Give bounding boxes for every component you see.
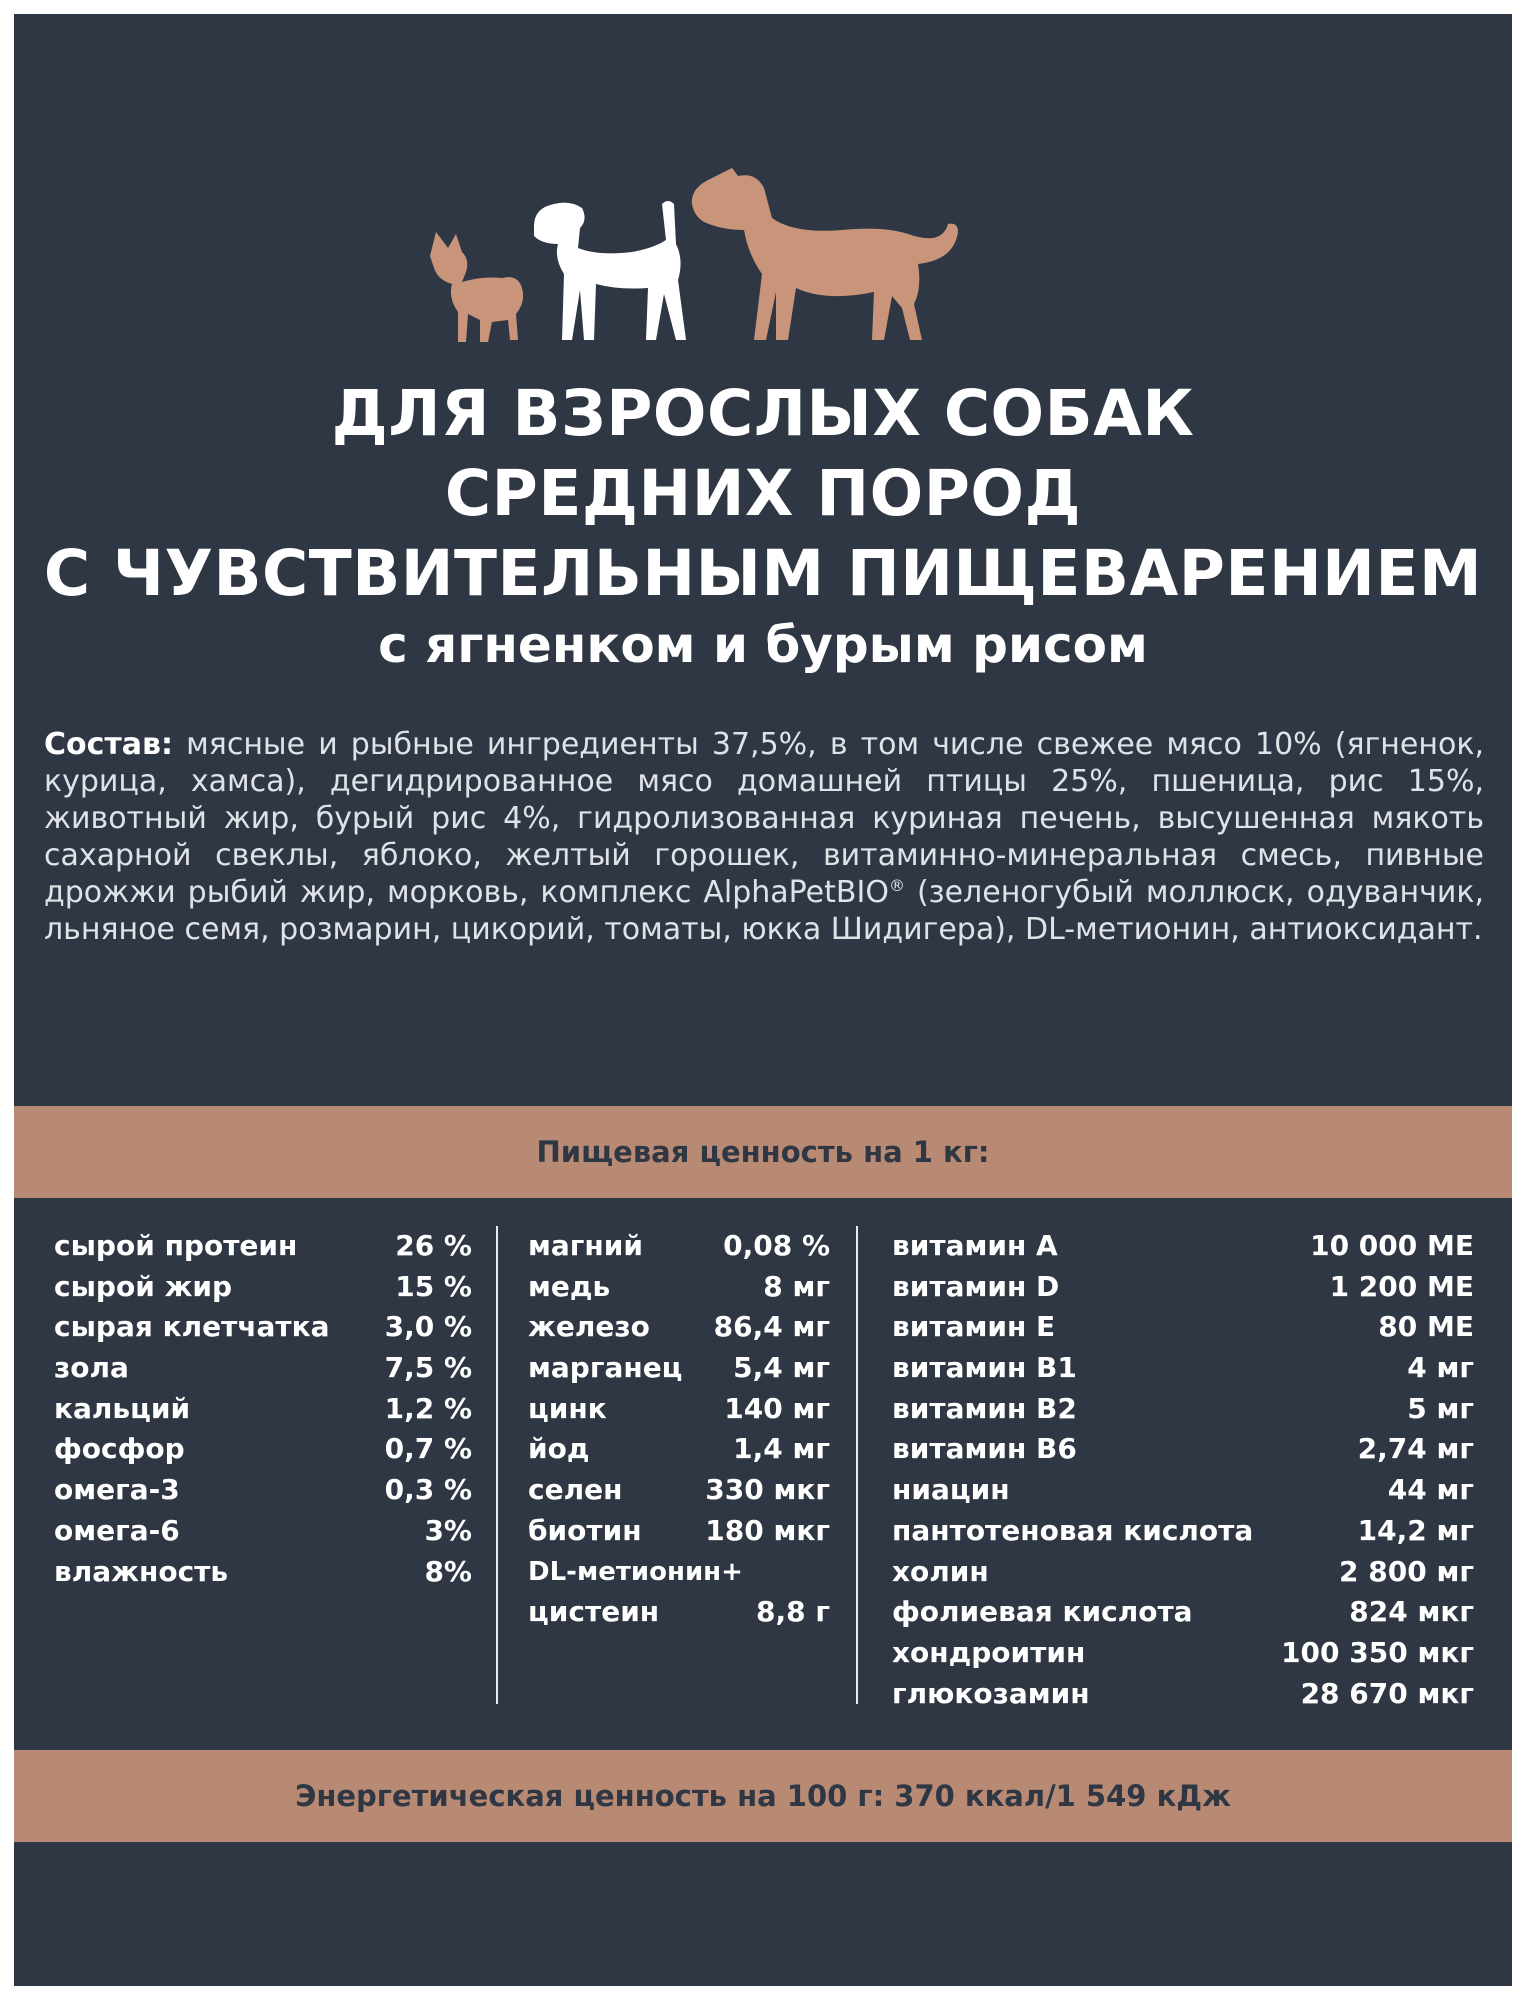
nutrient-name: витамин В6 [892, 1432, 1077, 1466]
nutrient-name: глюкозамин [892, 1676, 1090, 1710]
product-subtitle: с ягненком и бурым рисом [378, 616, 1148, 674]
nutrient-row [54, 1470, 472, 1511]
nutrient-row [528, 1348, 830, 1389]
nutrient-name: влажность [54, 1554, 229, 1588]
nutrient-name: сырой жир [54, 1269, 233, 1303]
nutrient-row [528, 1511, 830, 1552]
nutrient-row [892, 1674, 1474, 1715]
nutrient-row [892, 1389, 1474, 1430]
nutrient-value: 1,2 % [384, 1391, 472, 1425]
nutrient-row [54, 1307, 472, 1348]
nutrient-name: ниацин [892, 1473, 1010, 1507]
nutrient-row [528, 1267, 830, 1308]
nutrient-row [892, 1511, 1474, 1552]
nutrient-row [528, 1552, 830, 1593]
nutrient-name: селен [528, 1473, 623, 1507]
nutrient-row [892, 1226, 1474, 1267]
dogs-illustration [422, 164, 962, 364]
nutrient-row [892, 1592, 1474, 1633]
nutrient-value: 80 МЕ [1378, 1310, 1474, 1344]
nutrient-value: 26 % [395, 1229, 472, 1262]
nutrient-row [54, 1226, 472, 1267]
nutrient-value: 14,2 мг [1357, 1513, 1474, 1547]
nutrient-value: 0,3 % [384, 1473, 472, 1507]
nutrient-name: фолиевая кислота [892, 1595, 1193, 1629]
nutrient-value: 15 % [395, 1269, 472, 1303]
nutrient-name: медь [528, 1269, 611, 1303]
nutrient-name: йод [528, 1432, 590, 1466]
nutrient-row [54, 1552, 472, 1593]
energy-value: Энергетическая ценность на 100 г: 370 ккал/1 549 кДж [14, 1750, 1512, 1842]
large-dog-icon [692, 168, 958, 340]
nutrient-name: пантотеновая кислота [892, 1513, 1254, 1547]
nutrient-row [54, 1267, 472, 1308]
nutrient-row [892, 1552, 1474, 1593]
nutrient-name: витамин А [892, 1229, 1058, 1262]
nutrient-row [54, 1389, 472, 1430]
nutrient-value: 44 мг [1387, 1473, 1474, 1507]
nutrient-value: 0,7 % [384, 1432, 472, 1466]
nutrient-value: 86,4 мг [713, 1310, 830, 1344]
nutrient-value: 3% [424, 1513, 472, 1547]
composition-text [44, 726, 1484, 948]
nutrient-value: 28 670 мкг [1300, 1676, 1474, 1710]
nutrition-column-minerals [528, 1226, 830, 1633]
nutrient-value: 2,74 мг [1357, 1432, 1474, 1466]
nutrient-name: цинк [528, 1391, 607, 1425]
nutrient-name: зола [54, 1351, 129, 1385]
nutrient-name: холин [892, 1554, 989, 1588]
nutrient-row [528, 1592, 830, 1633]
nutrient-name: цистеин [528, 1595, 660, 1629]
nutrient-value: 824 мкг [1349, 1595, 1474, 1629]
composition-body-end: (зеленогубый моллюск, одуванчик, льняное семя, розмарин, цикорий, томаты, юкка Шидигера), DL-метионин, антиоксидант. [44, 875, 1484, 947]
nutrient-name: кальций [54, 1391, 191, 1425]
nutrient-row [54, 1429, 472, 1470]
nutrient-value: 8 мг [763, 1269, 830, 1303]
nutrient-name: витамин D [892, 1269, 1060, 1303]
nutrient-name: омега-3 [54, 1473, 180, 1507]
nutrient-value: 7,5 % [384, 1351, 472, 1385]
composition-body: мясные и рыбные ингредиенты 37,5%, в том числе свежее мясо 10% (ягненок, курица, хамса), дегидрированное мясо домашней птицы 25%, пшеница, рис 15%, животный жир, бурый рис 4%, гидролизованная куриная печень, высушенная мякоть сахарной свеклы, яблоко, желтый горошек, витаминно-минеральная смесь, пивные дрожжи рыбий жир, морковь, комплекс AlphaPetBIO [44, 727, 1484, 910]
nutrient-value: 5,4 мг [733, 1351, 830, 1385]
product-title [14, 374, 1512, 614]
nutrient-row [528, 1226, 830, 1267]
nutrient-row [892, 1348, 1474, 1389]
column-divider [856, 1226, 858, 1704]
nutrient-name: витамин В1 [892, 1351, 1077, 1385]
nutrient-name: железо [528, 1310, 650, 1344]
nutrient-row [54, 1348, 472, 1389]
title-line-3: С ЧУВСТВИТЕЛЬНЫМ ПИЩЕВАРЕНИЕМ [43, 537, 1483, 610]
nutrient-name: хондроитин [892, 1635, 1086, 1669]
nutrient-name: биотин [528, 1513, 642, 1547]
nutrient-value: 8,8 г [756, 1595, 830, 1629]
nutrient-row [528, 1389, 830, 1430]
nutrient-value: 0,08 % [723, 1229, 830, 1262]
nutrient-name: сырой протеин [54, 1229, 298, 1262]
nutrient-name: витамин Е [892, 1310, 1056, 1344]
nutrient-row [528, 1429, 830, 1470]
nutrient-row [892, 1470, 1474, 1511]
nutrient-value: 4 мг [1407, 1351, 1474, 1385]
nutrient-value: 100 350 мкг [1281, 1635, 1474, 1669]
small-dog-icon [430, 232, 523, 342]
nutrient-name: витамин В2 [892, 1391, 1077, 1425]
nutrient-value: 330 мкг [705, 1473, 830, 1507]
nutrient-value: 8% [424, 1554, 472, 1588]
nutrient-name: DL-метионин+ [528, 1556, 743, 1587]
nutrient-value: 10 000 МЕ [1310, 1229, 1474, 1262]
nutrient-value: 3,0 % [384, 1310, 472, 1344]
nutrient-row [528, 1307, 830, 1348]
nutrient-row [892, 1267, 1474, 1308]
composition-label: Состав: [44, 727, 174, 762]
column-divider [496, 1226, 498, 1704]
registered-mark: ® [888, 876, 905, 895]
product-label [14, 14, 1512, 1986]
nutrient-value: 1 200 МЕ [1329, 1269, 1474, 1303]
nutrition-column-vitamins [892, 1226, 1474, 1714]
nutrition-column-basic [54, 1226, 472, 1592]
nutrient-value: 5 мг [1407, 1391, 1474, 1425]
nutrient-value: 1,4 мг [733, 1432, 830, 1466]
title-line-2: СРЕДНИХ ПОРОД [444, 457, 1082, 530]
nutrition-header: Пищевая ценность на 1 кг: [14, 1106, 1512, 1198]
nutrient-name: омега-6 [54, 1513, 180, 1547]
nutrient-value: 180 мкг [705, 1513, 830, 1547]
nutrient-name: марганец [528, 1351, 683, 1385]
nutrient-name: магний [528, 1229, 643, 1262]
nutrient-value: 140 мг [724, 1391, 830, 1425]
nutrient-name: фосфор [54, 1432, 185, 1466]
nutrient-row [892, 1307, 1474, 1348]
title-line-1: ДЛЯ ВЗРОСЛЫХ СОБАК [331, 377, 1195, 450]
nutrient-row [892, 1633, 1474, 1674]
nutrient-row [54, 1511, 472, 1552]
nutrient-row [892, 1429, 1474, 1470]
nutrient-value: 2 800 мг [1339, 1554, 1474, 1588]
nutrient-name: сырая клетчатка [54, 1310, 330, 1344]
medium-dog-icon [534, 201, 686, 340]
nutrient-row [528, 1470, 830, 1511]
